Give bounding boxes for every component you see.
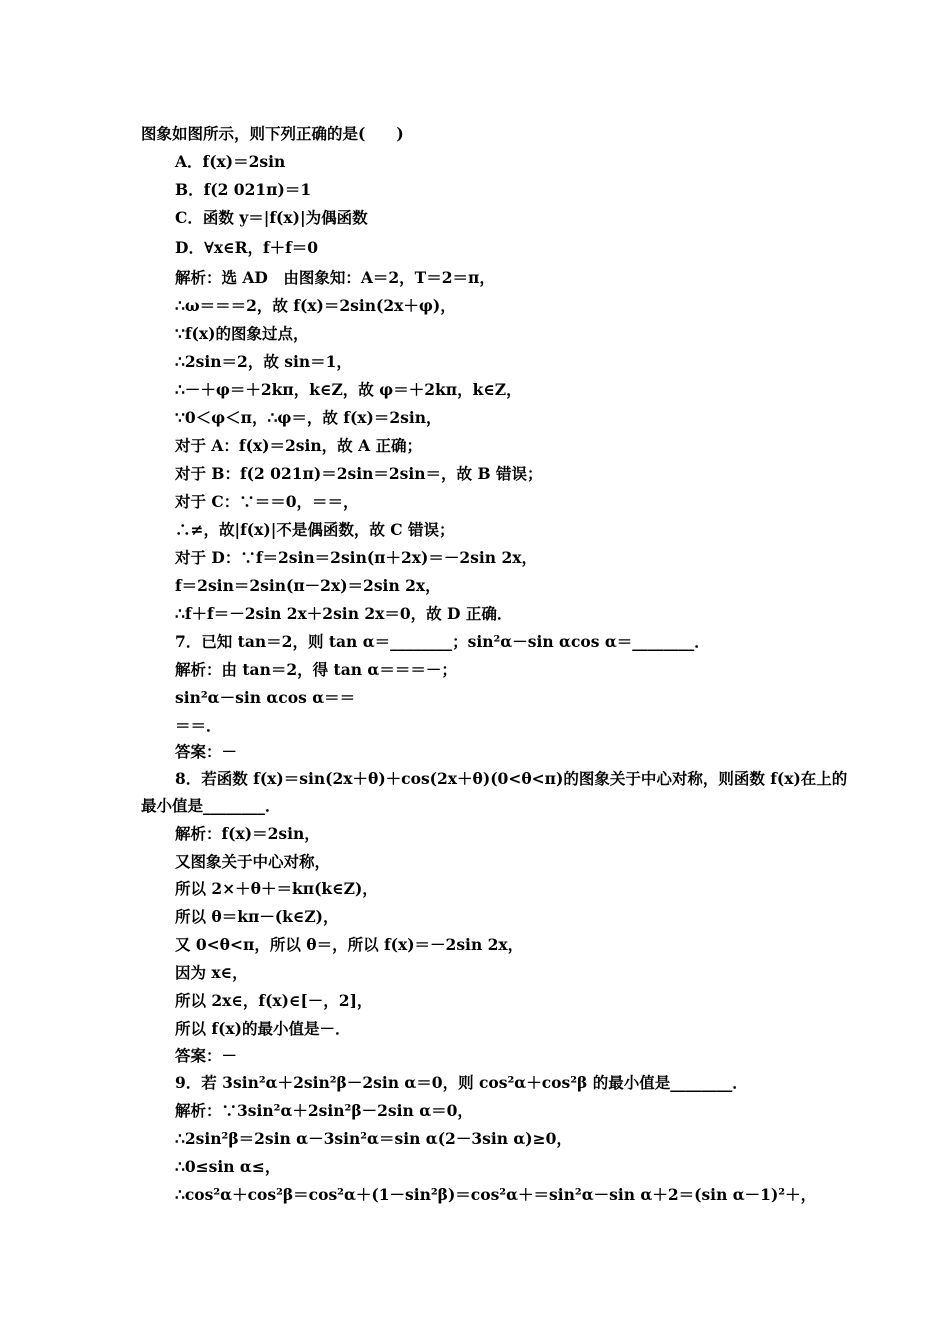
solution-line: ∵f(x)的图象过点， xyxy=(175,324,309,343)
option-b: B．f(2 021π)＝1 xyxy=(175,180,312,199)
option-a: A．f(x)＝2sin xyxy=(175,152,286,171)
solution-line: ∴ω＝＝＝2，故 f(x)＝2sin(2x＋φ)， xyxy=(175,296,456,315)
solution-line: 所以 2x∈，f(x)∈[－，2]， xyxy=(175,991,373,1010)
solution-line: 所以 f(x)的最小值是－． xyxy=(175,1019,351,1038)
solution-line: ∴－＋φ＝＋2kπ，k∈Z，故 φ＝＋2kπ，k∈Z， xyxy=(175,380,522,399)
solution-line: 对于 D：∵f＝2sin＝2sin(π＋2x)＝－2sin 2x， xyxy=(175,548,537,567)
solution-line: 解析：由 tan＝2，得 tan α＝＝＝－； xyxy=(175,660,457,679)
solution-line: 又 0<θ<π，所以 θ＝，所以 f(x)＝－2sin 2x， xyxy=(175,935,524,954)
solution-line: ∴cos²α＋cos²β＝cos²α＋(1－sin²β)＝cos²α＋＝sin²α－sin α＋2＝(sin α－1)²＋， xyxy=(175,1185,817,1204)
solution-line: 对于 B：f(2 021π)＝2sin＝2sin＝，故 B 错误； xyxy=(175,464,543,483)
answer-line: 答案：－ xyxy=(175,1046,238,1065)
solution-line: ∴2sin＝2，故 sin＝1， xyxy=(175,352,352,371)
solution-line: 对于 A：f(x)＝2sin，故 A 正确； xyxy=(175,436,422,455)
question-8: 8．若函数 f(x)＝sin(2x＋θ)＋cos(2x＋θ)(0<θ<π)的图象关于中心对称，则函数 f(x)在上的 xyxy=(175,769,848,788)
solution-line: 所以 2×＋θ＋＝kπ(k∈Z)， xyxy=(175,879,378,898)
option-d: D．∀x∈R，f＋f＝0 xyxy=(175,238,319,257)
solution-line: 所以 θ＝kπ－(k∈Z)， xyxy=(175,907,339,926)
question-stem-continuation: 图象如图所示，则下列正确的是( ) xyxy=(141,124,404,143)
solution-line: 又图象关于中心对称， xyxy=(175,852,331,871)
solution-line: ∴≠，故|f(x)|不是偶函数，故 C 错误； xyxy=(175,520,455,539)
solution-line: ∴f＋f＝－2sin 2x＋2sin 2x＝0，故 D 正确． xyxy=(175,604,513,623)
solution-line: 解析：∵3sin²α＋2sin²β－2sin α＝0， xyxy=(175,1101,473,1120)
solution-line: ∴0≤sin α≤， xyxy=(175,1157,281,1176)
question-8-continuation: 最小值是________． xyxy=(141,796,281,815)
solution-line: 因为 x∈， xyxy=(175,963,248,982)
solution-line: f＝2sin＝2sin(π－2x)＝2sin 2x， xyxy=(175,576,441,595)
solution-line: 对于 C：∵＝＝0，＝＝， xyxy=(175,492,359,511)
answer-line: 答案：－ xyxy=(175,742,238,761)
solution-line: sin²α－sin αcos α＝＝ xyxy=(175,688,356,707)
solution-line: ∴2sin²β＝2sin α－3sin²α＝sin α(2－3sin α)≥0， xyxy=(175,1129,572,1148)
option-c: C．函数 y＝|f(x)|为偶函数 xyxy=(175,208,368,227)
solution-line: ∵0＜φ＜π，∴φ＝，故 f(x)＝2sin， xyxy=(175,408,442,427)
question-9: 9．若 3sin²α＋2sin²β－2sin α＝0，则 cos²α＋cos²β 的最小值是________． xyxy=(175,1073,748,1092)
solution-line: ＝＝． xyxy=(175,716,222,735)
solution-line: 解析：选 AD 由图象知：A＝2，T＝2＝π， xyxy=(175,268,495,287)
solution-line: 解析：f(x)＝2sin， xyxy=(175,824,320,843)
question-7: 7．已知 tan＝2，则 tan α＝________；sin²α－sin αcos α＝________． xyxy=(175,632,710,651)
